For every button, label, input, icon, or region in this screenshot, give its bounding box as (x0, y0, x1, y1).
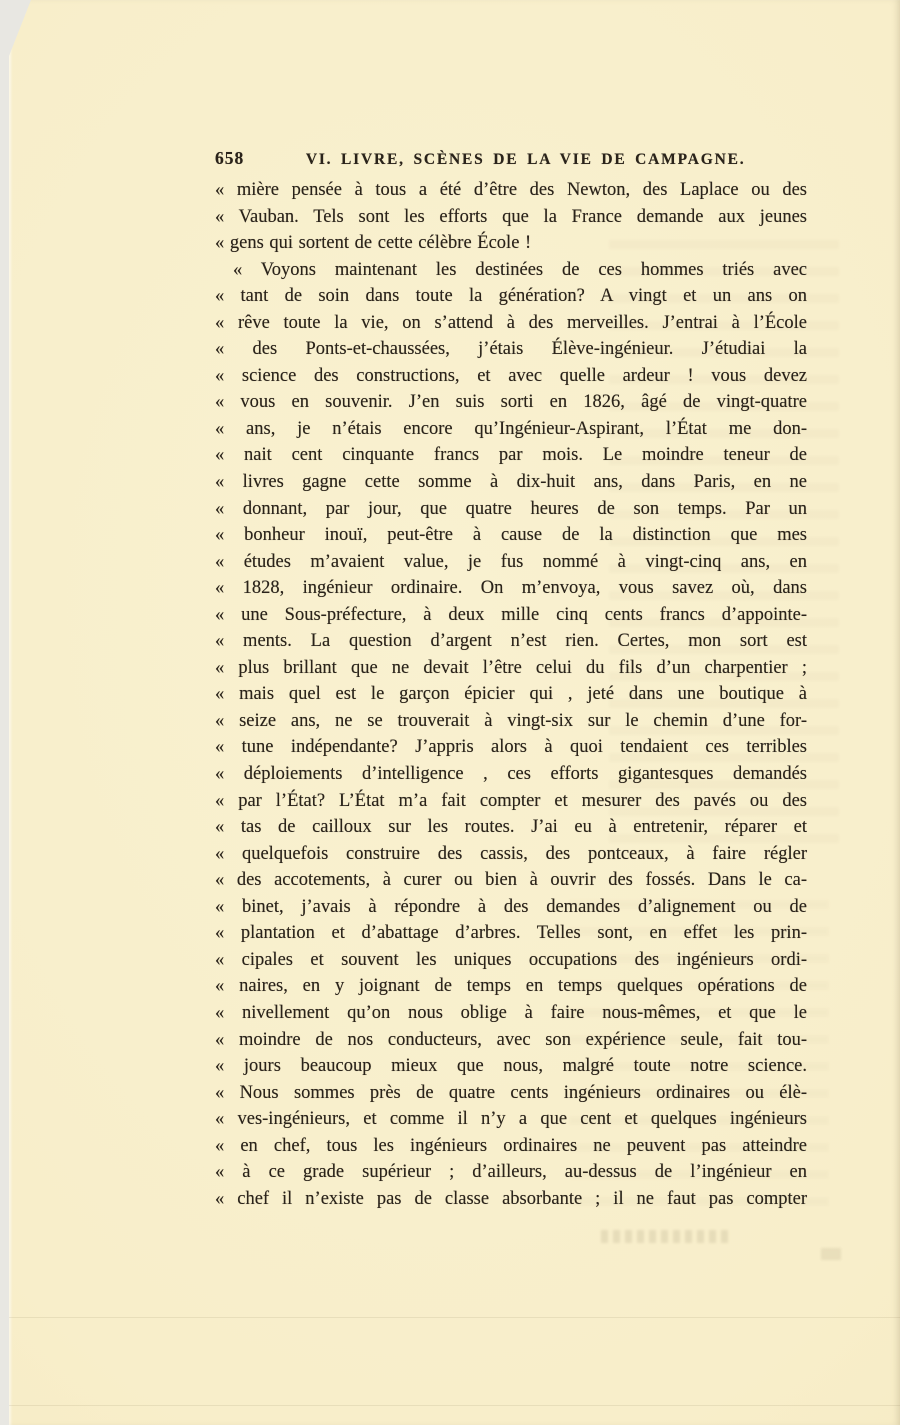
text-line: « quelquefois construire des cassis, des pontceaux, à faire régler (215, 843, 807, 864)
text-line: « ments. La question d’argent n’est rien. Certes, mon sort est (215, 631, 807, 652)
text-line: « donnant, par jour, que quatre heures de son temps. Par un (215, 498, 807, 519)
scan-band (9, 1405, 900, 1406)
text-line: « chef il n’existe pas de classe absorbante ; il ne faut pas compter (215, 1188, 807, 1209)
text-line: « binet, j’avais à répondre à des demandes d’alignement ou de (215, 896, 807, 917)
text-line: « Nous sommes près de quatre cents ingénieurs ordinaires ou élè- (215, 1082, 807, 1103)
text-line: « plantation et d’abattage d’arbres. Telles sont, en effet les prin- (215, 923, 807, 944)
text-line: « études m’avaient value, je fus nommé à vingt-cinq ans, en (215, 551, 807, 572)
text-line: « nait cent cinquante francs par mois. Le moindre teneur de (215, 445, 807, 466)
text-line: « vous en souvenir. J’en suis sorti en 1826, âgé de vingt-quatre (215, 392, 807, 413)
page-corner-clip (9, 0, 31, 56)
text-line: « jours beaucoup mieux que nous, malgré toute notre science. (215, 1056, 807, 1077)
paper-page (9, 0, 900, 1425)
show-through-smudge (601, 1230, 733, 1243)
text-line: « ves-ingénieurs, et comme il n’y a que cent et quelques ingénieurs (215, 1109, 807, 1130)
text-line: « des accotements, à curer ou bien à ouvrir des fossés. Dans le ca- (215, 870, 807, 891)
text-line: « tas de cailloux sur les routes. J’ai eu à entretenir, réparer et (215, 817, 807, 838)
text-line: « tant de soin dans toute la génération? A vingt et un ans on (215, 286, 807, 307)
text-line: « gens qui sortent de cette célèbre École ! (215, 233, 532, 254)
text-line: « cipales et souvent les uniques occupations des ingénieurs ordi- (215, 949, 807, 970)
running-head (215, 148, 807, 169)
text-line: « livres gagne cette somme à dix-huit ans, dans Paris, en ne (215, 472, 807, 493)
text-line: « 1828, ingénieur ordinaire. On m’envoya, vous savez où, dans (215, 578, 807, 599)
text-line: « mais quel est le garçon épicier qui , jeté dans une boutique à (215, 684, 807, 705)
running-title: VI. LIVRE, SCÈNES DE LA VIE DE CAMPAGNE. (305, 151, 746, 168)
text-line: « rêve toute la vie, on s’attend à des merveilles. J’entrai à l’École (215, 312, 807, 333)
text-line: « déploiements d’intelligence , ces efforts gigantesques demandés (215, 764, 807, 785)
text-line: « par l’État? L’État m’a fait compter et mesurer des pavés ou des (215, 790, 807, 811)
text-line: « Voyons maintenant les destinées de ces hommes triés avec (233, 259, 807, 280)
text-line: « bonheur inouï, peut-être à cause de la distinction que mes (215, 525, 807, 546)
text-line: « une Sous-préfecture, à deux mille cinq cents francs d’appointe- (215, 604, 807, 625)
text-line: « naires, en y joignant de temps en temps quelques opérations de (215, 976, 807, 997)
text-line: « à ce grade supérieur ; d’ailleurs, au-dessus de l’ingénieur en (215, 1162, 807, 1183)
text-line: « science des constructions, et avec quelle ardeur ! vous devez (215, 365, 807, 386)
text-line: « en chef, tous les ingénieurs ordinaires ne peuvent pas atteindre (215, 1135, 807, 1156)
text-line: « plus brillant que ne devait l’être celui du fils d’un charpentier ; (215, 657, 807, 678)
text-block (215, 177, 807, 1212)
text-line: « Vauban. Tels sont les efforts que la France demande aux jeunes (215, 206, 807, 227)
text-line: « seize ans, ne se trouverait à vingt-six sur le chemin d’une for- (215, 710, 807, 731)
text-line: « nivellement qu’on nous oblige à faire nous-mêmes, et que le (215, 1002, 807, 1023)
text-line: « moindre de nos conducteurs, avec son expérience seule, fait tou- (215, 1029, 807, 1050)
text-line: « ans, je n’étais encore qu’Ingénieur-Aspirant, l’État me don- (215, 418, 807, 439)
show-through-smudge (821, 1248, 841, 1260)
page-number: 658 (215, 148, 245, 168)
text-line: « tune indépendante? J’appris alors à quoi tendaient ces terribles (215, 737, 807, 758)
scan-band (9, 1317, 900, 1318)
text-line: « des Ponts-et-chaussées, j’étais Élève-ingénieur. J’étudiai la (215, 339, 807, 360)
text-line: « mière pensée à tous a été d’être des Newton, des Laplace ou des (215, 180, 807, 200)
